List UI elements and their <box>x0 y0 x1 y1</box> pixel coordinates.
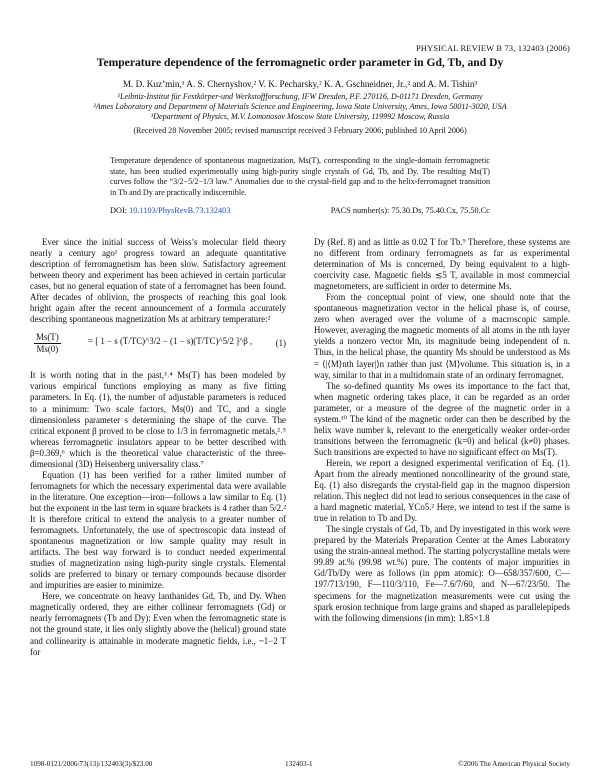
equation-1 <box>30 328 286 366</box>
paragraph: It is worth noting that in the past,³˒⁴ Ms(T) has been modeled by various empirical functions employing as many as five fitting parameters. In Eq. (1), the number of adjustable parameters is reduced to a minimum: Two scale factors, Ms(0) and TC, and a single dimensionless parameter s determining the shape of the curve. The critical exponent β proved to be close to 1/3 in ferromagnetic metals,²˒⁵ whereas ferromagnetic insulators appear to be better described with β=0.369,⁶ which is the theoretical value characteristic of the three-dimensional (3D) Heisenberg universality class.⁷ <box>30 370 286 469</box>
affiliation-1: ¹Leibniz-Institut für Festkörper-und Werkstoffforschung, IFW Dresden, P.F. 270116, D-01171 Dresden, Germany <box>117 92 483 101</box>
author-list: M. D. Kuz’min,¹ A. S. Chernyshov,² V. K. Pecharsky,² K. A. Gschneidner, Jr.,² and A. M. Tishin³ <box>122 79 478 89</box>
paragraph: Equation (1) has been verified for a rather limited number of ferromagnets for which the necessary experimental data were available in the literature. One exception—iron—follows a law similar to Eq. (1) but the exponent in the last term in square brackets is 4 rather than 5/2.² It is therefore critical to extend the analysis to a greater number of ferromagnets. Unfortunately, the use of spectroscopic data instead of spontaneous magnetization or low sample quality may result in artifacts. The best way forward is to conduct needed experimental studies of magnetization using high-purity single crystals. Elemental solids are preferred to binary or ternary compounds because disorder and impurities are easier to minimize. <box>30 469 286 591</box>
running-head: PHYSICAL REVIEW B 73, 132403 (2006) <box>415 44 570 53</box>
equation-rhs: = [ 1 − s (T/TC)^3/2 − (1 − s)(T/TC)^5/2 ]^β , <box>88 336 253 347</box>
footer-page-number: 132403-1 <box>285 760 313 768</box>
paragraph: Here, we concentrate on heavy lanthanides Gd, Tb, and Dy. When magnetically ordered, they are either collinear ferromagnets (Gd) or nearly ferromagnets (Tb and Dy): Even when the ferromagnetic state is not the ground state, it lies only slightly above the (helical) ground state and collinearity is attainable in moderate magnetic fields, i.e., ~1−2 T for <box>30 591 286 657</box>
affiliation-2: ²Ames Laboratory and Department of Materials Science and Engineering, Iowa State University, Ames, Iowa 50011-3020, USA <box>93 102 507 111</box>
paragraph: Dy (Ref. 8) and as little as 0.02 T for Tb.⁹ Therefore, these systems are no different from ordinary ferromagnets as far as experimental determination of Ms is concerned, Dy being equivalent to a high-coercivity case. Magnetic fields ≲5 T, available in most commercial magnetometers, are sufficient in order to determine Ms. <box>314 237 570 292</box>
footer-issn: 1098-0121/2006/73(13)/132403(3)/$23.00 <box>30 760 153 768</box>
paragraph: From the conceptual point of view, one should note that the spontaneous magnetization vector in the helical phase is, of course, zero when averaged over the volume of a macroscopic sample. However, averaging the magnetic moments of all atoms in the nth layer yields a nonzero vector Mn, its magnitude being independent of n. Thus, in the helical phase, the quantity Ms should be understood as Ms = ⟨|⟨M⟩nth layer|⟩n rather than just ⟨M⟩volume. This situation is, in a way, similar to that in a multidomain state of an ordinary ferromagnet. <box>314 292 570 380</box>
received-dates: (Received 28 November 2005; revised manuscript received 3 February 2006; published 10 April 2006) <box>133 126 467 135</box>
paper-title: Temperature dependence of the ferromagnetic order parameter in Gd, Tb, and Dy <box>96 56 504 69</box>
paragraph: The single crystals of Gd, Tb, and Dy investigated in this work were prepared by the Materials Preparation Center at the Ames Laboratory using the strain-anneal method. The starting polycrystalline metals were 99.89 at.% (99.98 wt.%) pure. The contents of major impurities in Gd/Tb/Dy were as follows (in ppm atomic): O—658/357/600, C—197/713/190, F—110/3/110, Fe—7.6/7/60, and N—67/23/50. The specimens for the magnetization measurements were cut using the spark erosion technique from large grains and shaped as parallelepipeds with the following dimensions (in mm): 1.85×1.8 <box>314 524 570 623</box>
affiliation-3: ³Department of Physics, M.V. Lomonosov Moscow State University, 119992 Moscow, Russia <box>150 112 450 121</box>
footer-copyright: ©2006 The American Physical Society <box>458 760 570 768</box>
equation-number: (1) <box>275 338 286 349</box>
abstract: Temperature dependence of spontaneous magnetization, Ms(T), corresponding to the single-domain ferromagnetic state, has been studied experimentally using high-purity single crystals of Gd, Tb, and Dy. The resulting Ms(T) curves follow the “3/2−5/2−1/3 law.” Anomalies due to the crystal-field gap and to the helix-ferromagnet transition in Tb and Dy are practically indiscernible. <box>110 156 490 197</box>
doi-label: DOI: <box>110 206 130 215</box>
right-column <box>314 237 570 624</box>
left-column <box>30 237 286 658</box>
paragraph: Herein, we report a designed experimental verification of Eq. (1). Apart from the already mentioned noncollinearity of the ground state, Eq. (1) also disregards the crystal-field gap in the magnon dispersion relation. This neglect did not lead to serious consequences in the case of a hard magnetic material, YCo5.² Here, we intend to test if the same is true in relation to Tb and Dy. <box>314 457 570 524</box>
doi-link[interactable]: 10.1103/PhysRevB.73.132403 <box>129 206 231 215</box>
paragraph: The so-defined quantity Ms owes its importance to the fact that, when magnetic ordering takes place, it can be regarded as an order parameter, or a measure of the degree of the magnetic order in a system.¹⁰ The kind of the magnetic order can then be described by the helix wave number k, relevant to the energetically weaker order-order transitions between the ferromagnetic (k=0) and helical (k≠0) phases. Such transitions are expected to have no significant effect on Ms(T). <box>314 380 570 457</box>
doi-line <box>110 206 230 215</box>
equation-denominator: Ms(0) <box>36 344 59 355</box>
equation-lhs <box>34 332 61 355</box>
pacs-numbers: PACS number(s): 75.30.Ds, 75.40.Cx, 75.50.Cc <box>330 206 490 215</box>
paragraph: Ever since the initial success of Weiss’s molecular field theory nearly a century ago¹ progress toward an adequate quantitative description of ferromagnetism has been slow. Satisfactory agreement between theory and experiment has been achieved in certain particular cases, but no general equation of state of a ferromagnet has been found. After decades of oblivion, the prospects of reaching this goal look bright again after the recent announcement of a formula accurately describing spontaneous magnetization Ms at arbitrary temperature:² <box>30 237 286 325</box>
equation-numerator: Ms(T) <box>34 332 61 344</box>
